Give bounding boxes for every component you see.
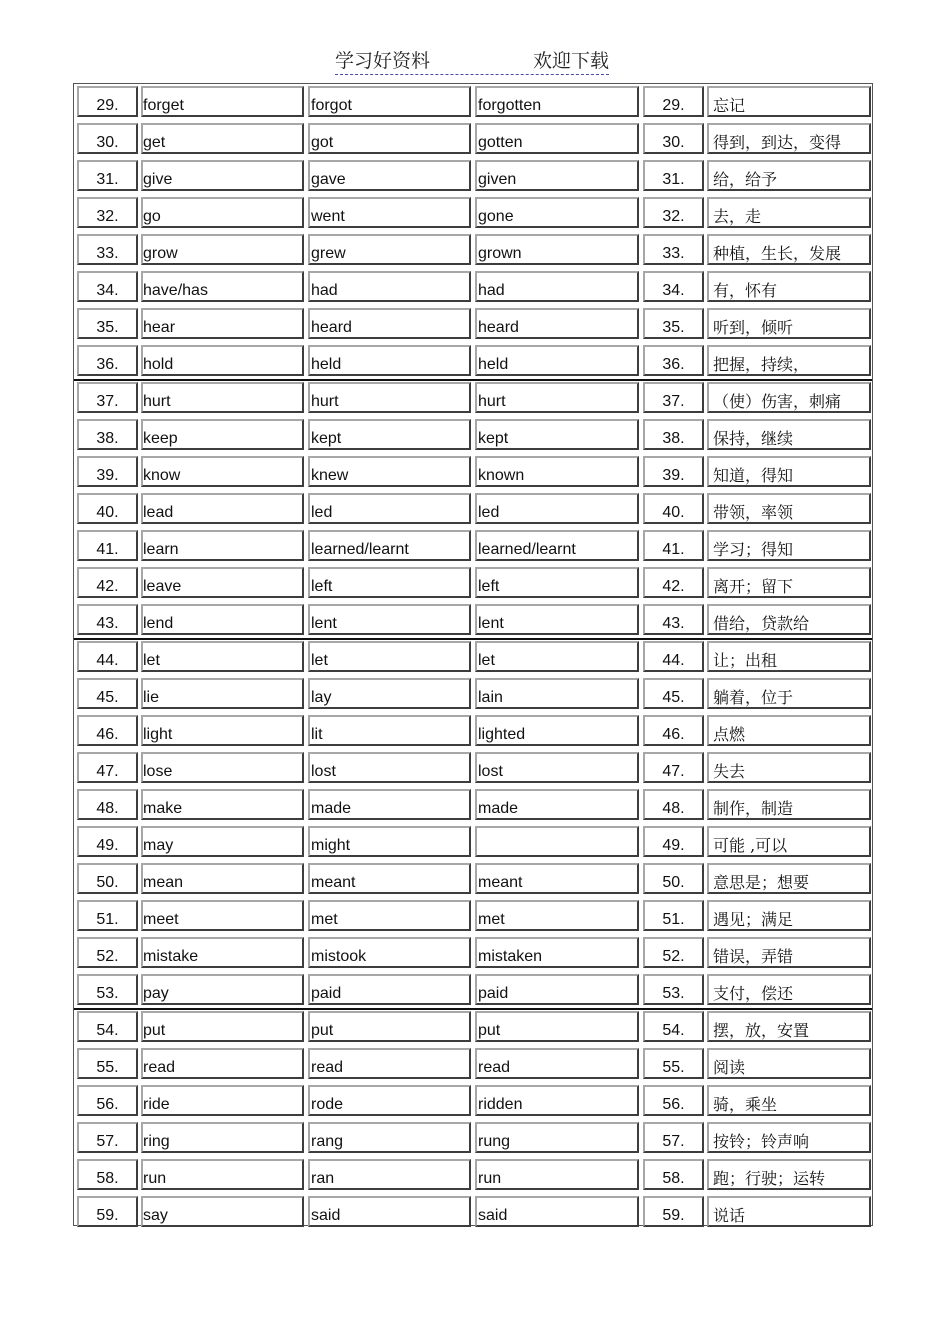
past-tense-cell: led bbox=[308, 493, 471, 524]
table-row bbox=[74, 417, 872, 454]
meaning-cell: 给，给予 bbox=[707, 160, 871, 191]
past-tense-cell: rang bbox=[308, 1122, 471, 1153]
row-number-repeat-cell: 47. bbox=[643, 752, 704, 783]
past-participle-cell: paid bbox=[475, 974, 639, 1005]
base-form-cell: grow bbox=[141, 234, 304, 265]
row-number-repeat-cell: 42. bbox=[643, 567, 704, 598]
row-number-cell: 32. bbox=[77, 197, 138, 228]
base-form-cell: say bbox=[141, 1196, 304, 1227]
past-participle-cell: made bbox=[475, 789, 639, 820]
base-form-cell: hold bbox=[141, 345, 304, 376]
base-form-cell: ride bbox=[141, 1085, 304, 1116]
past-tense-cell: might bbox=[308, 826, 471, 857]
row-number-cell: 52. bbox=[77, 937, 138, 968]
meaning-cell: 保持，继续 bbox=[707, 419, 871, 450]
past-participle-cell: heard bbox=[475, 308, 639, 339]
past-participle-cell: known bbox=[475, 456, 639, 487]
row-number-repeat-cell: 39. bbox=[643, 456, 704, 487]
row-number-repeat-cell: 30. bbox=[643, 123, 704, 154]
row-number-cell: 41. bbox=[77, 530, 138, 561]
past-tense-cell: said bbox=[308, 1196, 471, 1227]
past-tense-cell: left bbox=[308, 567, 471, 598]
past-participle-cell: gotten bbox=[475, 123, 639, 154]
base-form-cell: give bbox=[141, 160, 304, 191]
past-participle-cell: grown bbox=[475, 234, 639, 265]
past-participle-cell: held bbox=[475, 345, 639, 376]
row-number-repeat-cell: 55. bbox=[643, 1048, 704, 1079]
past-participle-cell: rung bbox=[475, 1122, 639, 1153]
table-row bbox=[74, 639, 872, 676]
row-number-repeat-cell: 49. bbox=[643, 826, 704, 857]
meaning-cell: 种植，生长，发展 bbox=[707, 234, 871, 265]
base-form-cell: put bbox=[141, 1011, 304, 1042]
meaning-cell: 去，走 bbox=[707, 197, 871, 228]
row-number-repeat-cell: 54. bbox=[643, 1011, 704, 1042]
base-form-cell: keep bbox=[141, 419, 304, 450]
table-row bbox=[74, 1046, 872, 1083]
row-number-cell: 54. bbox=[77, 1011, 138, 1042]
table-row bbox=[74, 528, 872, 565]
past-tense-cell: gave bbox=[308, 160, 471, 191]
row-number-cell: 40. bbox=[77, 493, 138, 524]
past-participle-cell: led bbox=[475, 493, 639, 524]
table-row bbox=[74, 491, 872, 528]
row-number-cell: 50. bbox=[77, 863, 138, 894]
row-number-cell: 46. bbox=[77, 715, 138, 746]
table-row bbox=[74, 1157, 872, 1194]
meaning-cell: 离开；留下 bbox=[707, 567, 871, 598]
table-row bbox=[74, 676, 872, 713]
meaning-cell: 听到，倾听 bbox=[707, 308, 871, 339]
row-number-repeat-cell: 51. bbox=[643, 900, 704, 931]
past-participle-cell: kept bbox=[475, 419, 639, 450]
past-tense-cell: let bbox=[308, 641, 471, 672]
past-tense-cell: rode bbox=[308, 1085, 471, 1116]
base-form-cell: may bbox=[141, 826, 304, 857]
past-tense-cell: ran bbox=[308, 1159, 471, 1190]
past-participle-cell: lighted bbox=[475, 715, 639, 746]
table-row bbox=[74, 380, 872, 417]
base-form-cell: hear bbox=[141, 308, 304, 339]
past-tense-cell: read bbox=[308, 1048, 471, 1079]
row-number-cell: 37. bbox=[77, 382, 138, 413]
past-tense-cell: forgot bbox=[308, 86, 471, 117]
past-participle-cell: lent bbox=[475, 604, 639, 635]
row-number-repeat-cell: 52. bbox=[643, 937, 704, 968]
row-number-repeat-cell: 38. bbox=[643, 419, 704, 450]
row-number-repeat-cell: 59. bbox=[643, 1196, 704, 1227]
meaning-cell: 摆，放，安置 bbox=[707, 1011, 871, 1042]
row-number-repeat-cell: 50. bbox=[643, 863, 704, 894]
past-tense-cell: knew bbox=[308, 456, 471, 487]
row-number-repeat-cell: 32. bbox=[643, 197, 704, 228]
base-form-cell: mean bbox=[141, 863, 304, 894]
row-number-cell: 34. bbox=[77, 271, 138, 302]
past-participle-cell: had bbox=[475, 271, 639, 302]
base-form-cell: ring bbox=[141, 1122, 304, 1153]
row-number-cell: 56. bbox=[77, 1085, 138, 1116]
page-header bbox=[335, 48, 609, 75]
past-participle-cell: forgotten bbox=[475, 86, 639, 117]
base-form-cell: lend bbox=[141, 604, 304, 635]
row-number-cell: 55. bbox=[77, 1048, 138, 1079]
base-form-cell: lie bbox=[141, 678, 304, 709]
past-participle-cell: mistaken bbox=[475, 937, 639, 968]
row-number-cell: 43. bbox=[77, 604, 138, 635]
past-tense-cell: kept bbox=[308, 419, 471, 450]
table-row bbox=[74, 713, 872, 750]
table-row bbox=[74, 898, 872, 935]
past-tense-cell: had bbox=[308, 271, 471, 302]
past-tense-cell: lay bbox=[308, 678, 471, 709]
meaning-cell: 按铃；铃声响 bbox=[707, 1122, 871, 1153]
table-row bbox=[74, 121, 872, 158]
base-form-cell: light bbox=[141, 715, 304, 746]
past-participle-cell: hurt bbox=[475, 382, 639, 413]
base-form-cell: know bbox=[141, 456, 304, 487]
header-right-text: 欢迎下载 bbox=[532, 50, 609, 72]
row-number-cell: 48. bbox=[77, 789, 138, 820]
meaning-cell: 有，怀有 bbox=[707, 271, 871, 302]
table-row bbox=[74, 158, 872, 195]
past-tense-cell: heard bbox=[308, 308, 471, 339]
row-number-cell: 36. bbox=[77, 345, 138, 376]
row-number-repeat-cell: 31. bbox=[643, 160, 704, 191]
row-number-repeat-cell: 45. bbox=[643, 678, 704, 709]
table-row bbox=[74, 232, 872, 269]
table-row bbox=[74, 306, 872, 343]
meaning-cell: 把握，持续， bbox=[707, 345, 871, 376]
past-participle-cell: said bbox=[475, 1196, 639, 1227]
meaning-cell: 说话 bbox=[707, 1196, 871, 1227]
past-participle-cell: ridden bbox=[475, 1085, 639, 1116]
base-form-cell: lose bbox=[141, 752, 304, 783]
row-number-cell: 30. bbox=[77, 123, 138, 154]
past-participle-cell: left bbox=[475, 567, 639, 598]
past-participle-cell: lost bbox=[475, 752, 639, 783]
table-row bbox=[74, 787, 872, 824]
base-form-cell: pay bbox=[141, 974, 304, 1005]
table-row bbox=[74, 1120, 872, 1157]
base-form-cell: go bbox=[141, 197, 304, 228]
table-row bbox=[74, 602, 872, 639]
row-number-repeat-cell: 33. bbox=[643, 234, 704, 265]
past-tense-cell: hurt bbox=[308, 382, 471, 413]
past-tense-cell: lost bbox=[308, 752, 471, 783]
row-number-repeat-cell: 41. bbox=[643, 530, 704, 561]
row-number-repeat-cell: 43. bbox=[643, 604, 704, 635]
meaning-cell: 错误，弄错 bbox=[707, 937, 871, 968]
table-row bbox=[74, 1194, 872, 1231]
table-row bbox=[74, 84, 872, 121]
table-row bbox=[74, 972, 872, 1009]
table-row bbox=[74, 824, 872, 861]
past-tense-cell: went bbox=[308, 197, 471, 228]
row-number-cell: 59. bbox=[77, 1196, 138, 1227]
meaning-cell: 失去 bbox=[707, 752, 871, 783]
meaning-cell: 阅读 bbox=[707, 1048, 871, 1079]
past-tense-cell: made bbox=[308, 789, 471, 820]
past-participle-cell: meant bbox=[475, 863, 639, 894]
past-participle-cell: put bbox=[475, 1011, 639, 1042]
base-form-cell: get bbox=[141, 123, 304, 154]
meaning-cell: 得到，到达，变得 bbox=[707, 123, 871, 154]
meaning-cell: 可能 ,可以 bbox=[707, 826, 871, 857]
row-number-cell: 35. bbox=[77, 308, 138, 339]
base-form-cell: learn bbox=[141, 530, 304, 561]
table-row bbox=[74, 861, 872, 898]
meaning-cell: 骑，乘坐 bbox=[707, 1085, 871, 1116]
meaning-cell: 意思是；想要 bbox=[707, 863, 871, 894]
past-participle-cell: met bbox=[475, 900, 639, 931]
base-form-cell: forget bbox=[141, 86, 304, 117]
meaning-cell: 制作，制造 bbox=[707, 789, 871, 820]
base-form-cell: make bbox=[141, 789, 304, 820]
past-participle-cell: read bbox=[475, 1048, 639, 1079]
row-number-cell: 53. bbox=[77, 974, 138, 1005]
row-number-repeat-cell: 46. bbox=[643, 715, 704, 746]
meaning-cell: 学习；得知 bbox=[707, 530, 871, 561]
header-left-text: 学习好资料 bbox=[335, 50, 431, 72]
row-number-repeat-cell: 48. bbox=[643, 789, 704, 820]
row-number-cell: 42. bbox=[77, 567, 138, 598]
meaning-cell: 带领，率领 bbox=[707, 493, 871, 524]
row-number-repeat-cell: 35. bbox=[643, 308, 704, 339]
meaning-cell: 支付，偿还 bbox=[707, 974, 871, 1005]
row-number-cell: 45. bbox=[77, 678, 138, 709]
meaning-cell: 忘记 bbox=[707, 86, 871, 117]
row-number-repeat-cell: 44. bbox=[643, 641, 704, 672]
row-number-cell: 47. bbox=[77, 752, 138, 783]
meaning-cell: 点燃 bbox=[707, 715, 871, 746]
base-form-cell: mistake bbox=[141, 937, 304, 968]
row-number-cell: 49. bbox=[77, 826, 138, 857]
base-form-cell: leave bbox=[141, 567, 304, 598]
past-tense-cell: held bbox=[308, 345, 471, 376]
base-form-cell: meet bbox=[141, 900, 304, 931]
table-row bbox=[74, 343, 872, 380]
table-row bbox=[74, 1009, 872, 1046]
past-participle-cell: learned/learnt bbox=[475, 530, 639, 561]
meaning-cell: 让；出租 bbox=[707, 641, 871, 672]
base-form-cell: run bbox=[141, 1159, 304, 1190]
past-tense-cell: lent bbox=[308, 604, 471, 635]
base-form-cell: read bbox=[141, 1048, 304, 1079]
row-number-repeat-cell: 34. bbox=[643, 271, 704, 302]
past-tense-cell: paid bbox=[308, 974, 471, 1005]
past-tense-cell: learned/learnt bbox=[308, 530, 471, 561]
past-participle-cell: given bbox=[475, 160, 639, 191]
row-number-cell: 29. bbox=[77, 86, 138, 117]
row-number-repeat-cell: 56. bbox=[643, 1085, 704, 1116]
base-form-cell: hurt bbox=[141, 382, 304, 413]
base-form-cell: lead bbox=[141, 493, 304, 524]
row-number-cell: 51. bbox=[77, 900, 138, 931]
past-tense-cell: meant bbox=[308, 863, 471, 894]
base-form-cell: let bbox=[141, 641, 304, 672]
row-number-repeat-cell: 40. bbox=[643, 493, 704, 524]
past-participle-cell bbox=[475, 826, 639, 857]
meaning-cell: 知道，得知 bbox=[707, 456, 871, 487]
row-number-repeat-cell: 57. bbox=[643, 1122, 704, 1153]
meaning-cell: 躺着，位于 bbox=[707, 678, 871, 709]
table-row bbox=[74, 935, 872, 972]
irregular-verb-table bbox=[73, 83, 873, 1226]
row-number-cell: 39. bbox=[77, 456, 138, 487]
past-tense-cell: put bbox=[308, 1011, 471, 1042]
row-number-repeat-cell: 36. bbox=[643, 345, 704, 376]
row-number-repeat-cell: 58. bbox=[643, 1159, 704, 1190]
row-number-cell: 44. bbox=[77, 641, 138, 672]
table-row bbox=[74, 750, 872, 787]
row-number-repeat-cell: 29. bbox=[643, 86, 704, 117]
table-row bbox=[74, 454, 872, 491]
meaning-cell: 借给，贷款给 bbox=[707, 604, 871, 635]
table-row bbox=[74, 195, 872, 232]
meaning-cell: （使）伤害，刺痛 bbox=[707, 382, 871, 413]
table-row bbox=[74, 269, 872, 306]
past-participle-cell: run bbox=[475, 1159, 639, 1190]
row-number-cell: 58. bbox=[77, 1159, 138, 1190]
row-number-cell: 31. bbox=[77, 160, 138, 191]
row-number-cell: 38. bbox=[77, 419, 138, 450]
row-number-cell: 57. bbox=[77, 1122, 138, 1153]
past-tense-cell: mistook bbox=[308, 937, 471, 968]
meaning-cell: 遇见；满足 bbox=[707, 900, 871, 931]
past-tense-cell: grew bbox=[308, 234, 471, 265]
row-number-repeat-cell: 53. bbox=[643, 974, 704, 1005]
table-row bbox=[74, 565, 872, 602]
row-number-repeat-cell: 37. bbox=[643, 382, 704, 413]
past-participle-cell: let bbox=[475, 641, 639, 672]
base-form-cell: have/has bbox=[141, 271, 304, 302]
past-participle-cell: lain bbox=[475, 678, 639, 709]
past-participle-cell: gone bbox=[475, 197, 639, 228]
meaning-cell: 跑；行驶；运转 bbox=[707, 1159, 871, 1190]
past-tense-cell: met bbox=[308, 900, 471, 931]
table-row bbox=[74, 1083, 872, 1120]
past-tense-cell: lit bbox=[308, 715, 471, 746]
row-number-cell: 33. bbox=[77, 234, 138, 265]
past-tense-cell: got bbox=[308, 123, 471, 154]
